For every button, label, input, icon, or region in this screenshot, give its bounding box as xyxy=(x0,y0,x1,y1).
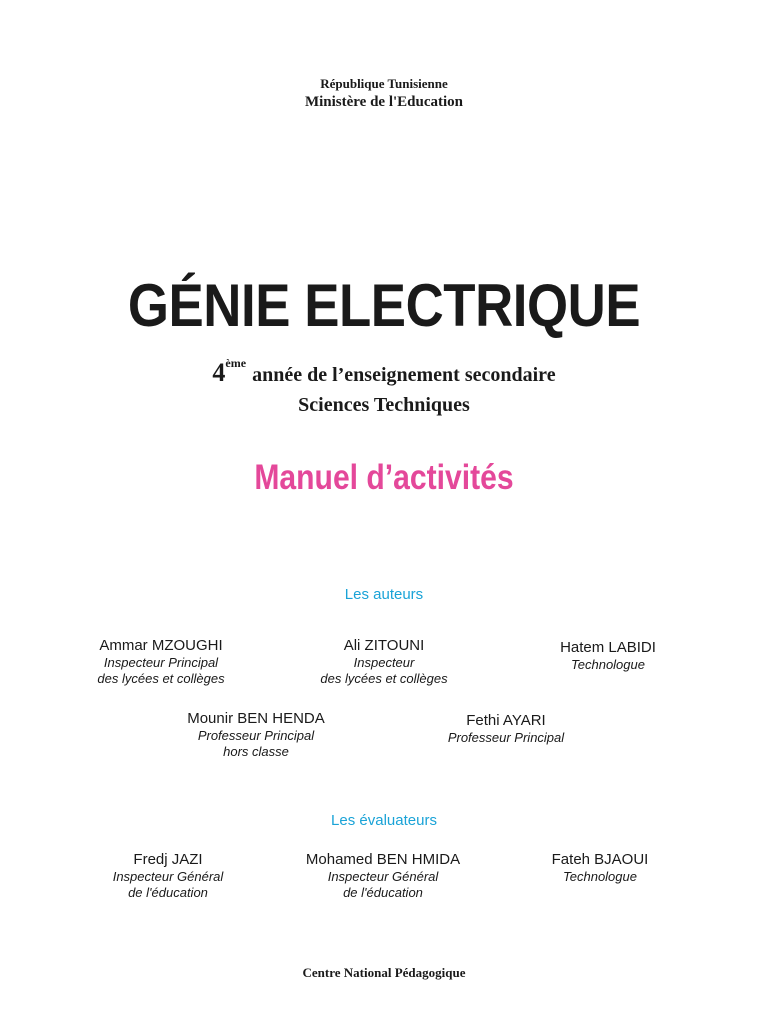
evaluator-name: Fredj JAZI xyxy=(133,851,203,868)
author-role: Professeur Principal xyxy=(197,728,315,743)
grade-superscript: ème xyxy=(225,356,247,370)
evaluator-name: Mohamed BEN HMIDA xyxy=(305,851,461,868)
author-role: des lycées et collèges xyxy=(320,671,448,686)
author-name: Mounir BEN HENDA xyxy=(187,710,325,727)
author-role: Inspecteur Principal xyxy=(103,655,219,670)
evaluators-heading: Les évaluateurs xyxy=(331,812,437,829)
author-card xyxy=(146,710,366,760)
evaluator-role: de l'éducation xyxy=(343,885,423,900)
author-card xyxy=(274,637,494,687)
grade-number: 4 xyxy=(212,358,226,387)
author-name: Hatem LABIDI xyxy=(560,639,656,656)
author-role: Professeur Principal xyxy=(447,730,565,745)
authors-heading: Les auteurs xyxy=(344,586,424,603)
grade-text: année de l’enseignement secondaire xyxy=(252,364,556,386)
author-role: Technologue xyxy=(571,657,645,672)
ministry-label: Ministère de l'Education xyxy=(304,94,464,110)
evaluator-card xyxy=(490,851,710,885)
book-title: GÉNIE ELECTRIQUE xyxy=(127,272,641,339)
evaluator-role: Technologue xyxy=(563,869,637,884)
author-name: Fethi AYARI xyxy=(466,712,546,729)
evaluator-role: de l'éducation xyxy=(128,885,208,900)
grade-line xyxy=(0,356,768,388)
author-card xyxy=(396,712,616,746)
author-card xyxy=(51,637,271,687)
evaluator-card xyxy=(58,851,278,901)
manual-title: Manuel d’activités xyxy=(254,458,514,497)
evaluator-card xyxy=(273,851,493,901)
evaluator-role: Inspecteur Général xyxy=(327,869,439,884)
author-name: Ali ZITOUNI xyxy=(343,637,425,654)
evaluator-name: Fateh BJAOUI xyxy=(551,851,649,868)
publisher-label: Centre National Pédagogique xyxy=(302,965,466,980)
author-name: Ammar MZOUGHI xyxy=(99,637,223,654)
author-card xyxy=(498,639,718,673)
author-role: des lycées et collèges xyxy=(97,671,225,686)
author-role: hors classe xyxy=(223,744,289,759)
republic-label: République Tunisienne xyxy=(320,76,448,91)
author-role: Inspecteur xyxy=(353,655,415,670)
evaluator-role: Inspecteur Général xyxy=(112,869,224,884)
track-label: Sciences Techniques xyxy=(298,394,470,416)
